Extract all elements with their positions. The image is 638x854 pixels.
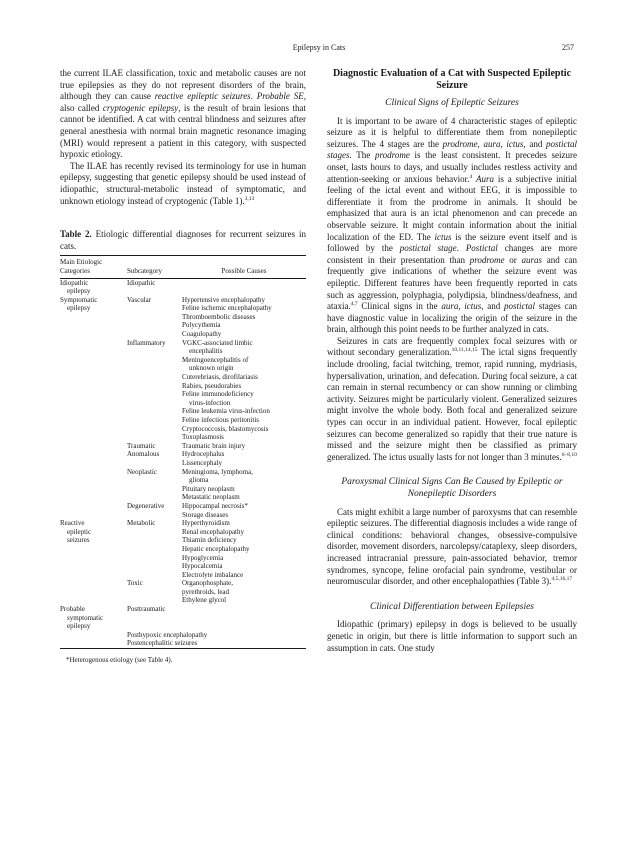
causes-cell-line: VGKC-associated limbic: [182, 338, 253, 347]
subcategory-cell: Posthypoxic encephalopathy: [127, 630, 208, 639]
paragraph-complex-focal: Seizures in cats are frequently complex focal seizures with or without secondary generalization.$^{10,11,14,15}$ The ictal signs frequently include drooling, facial twitching, tremor, rapid running, mydriasis, hypersalivation, urination, and defecation. During focal seizure, a cat can remain in sternal recumbency or can show running or climbing activity. Seizures might be particularly violent. Generalized seizures might involve the whole body. Both focal and generalized seizure types can occur in an individual patient. However, focal epileptic seizures can become generalized so rapidly that their true nature is missed and the seizure might then be classified as primary generalized. The ictus usually lasts for not longer than 3 minutes.$^{6-8,10}$: [327, 335, 577, 462]
causes-cell-line: Thiamin deficiency: [182, 536, 237, 545]
causes-cell-line: Hepatic encephalopathy: [182, 544, 250, 553]
causes-cell-line: Lissencephaly: [182, 458, 223, 467]
causes-cell-line: pyrethroids, lead: [182, 587, 230, 596]
causes-cell-line: virus-infection: [189, 398, 231, 407]
causes-cell-line: encephalitis: [189, 347, 223, 356]
category-cell-line: Probable: [60, 605, 85, 614]
subcategory-cell: Metabolic: [127, 519, 156, 528]
causes-cell: [182, 279, 306, 296]
causes-cell-line: Traumatic brain injury: [182, 441, 246, 450]
running-head-title: Epilepsy in Cats: [292, 43, 346, 52]
causes-cell: [182, 579, 306, 605]
table-row: [60, 639, 306, 648]
category-cell: [60, 519, 127, 579]
table-bottom-rule: [60, 648, 306, 649]
subcategory-cell: Neoplastic: [127, 467, 157, 476]
causes-cell-line: Electrolyte imbalance: [182, 570, 244, 579]
causes-cell-line: Hyperthyroidism: [182, 519, 230, 528]
category-cell: [60, 468, 127, 502]
causes-cell: [182, 339, 306, 442]
subheading-clinical-signs: Clinical Signs of Epileptic Seizures: [385, 98, 519, 108]
category-cell-line: symptomatic: [67, 613, 104, 622]
etiology-table: [60, 258, 306, 648]
table-row: [60, 279, 306, 296]
category-cell: [60, 639, 127, 648]
causes-cell-line: Hippocampal necrosis*: [182, 501, 248, 510]
table-row: [60, 296, 306, 339]
category-cell: [60, 605, 127, 631]
subcategory-cell: Postencephalitic seizures: [127, 639, 198, 648]
left-column: [60, 68, 306, 667]
category-cell-line: epilepsy: [67, 287, 91, 296]
table-caption: [60, 229, 306, 252]
right-column: [327, 68, 577, 654]
paragraph-paroxysms: Cats might exhibit a large number of paroxysms that can resemble epileptic seizures. The differential diagnosis includes a wide range of clinical conditions: behavioral changes, obsessive-compulsive disorder, movement disorders, narcolepsy/cataplexy, sleep disorders, increased intracranial pressure, pain-associated behavior, tremor syndromes, syncope, feline orofacial pain syndrome, vestibular or neuromuscular disorder, and other encephalopathies (Table 3).$^{4,5,16,17}$: [327, 506, 577, 587]
causes-cell: [182, 519, 306, 579]
category-cell: [60, 579, 127, 605]
causes-cell: [182, 468, 306, 502]
category-cell-line: epilepsy: [67, 622, 91, 631]
subcategory-cell: Vascular: [127, 295, 152, 304]
paragraph-idiopathic: Idiopathic (primary) epilepsy in dogs is believed to be usually genetic in origin, but there is little information to support such an assumption in cats. One study: [327, 619, 577, 653]
causes-cell-line: glioma: [189, 476, 209, 485]
category-cell: [60, 339, 127, 442]
causes-cell-line: Cuterebriasis, dirofilariasis: [182, 373, 258, 382]
causes-cell-line: Coagulopathy: [182, 330, 222, 339]
subheading-paroxysmal: Paroxysmal Clinical Signs Can Be Caused by Epileptic or Nonepileptic Disorders: [341, 477, 563, 499]
table-label: Table 2.: [60, 229, 92, 240]
causes-cell-line: Toxoplasmosis: [182, 433, 224, 442]
table-row: [60, 468, 306, 502]
table-row: [60, 442, 306, 451]
subheading-differentiation: Clinical Differentiation between Epilepsies: [369, 601, 535, 612]
subcategory-cell: Inflammatory: [127, 338, 166, 347]
causes-cell-line: unknown origin: [189, 364, 234, 373]
paragraph-stages: It is important to be aware of 4 characteristic stages of epileptic seizure as it is helpful to differentiate them from nonepileptic seizures. The 4 stages are the prodrome, aura, ictus, and postictal stages. The prodrome is the least consistent. It precedes seizure onset, lasts hours to days, and usually includes restless activity and attention-seeking or anxious behavior.$^4$ Aura is a subjective initial feeling of the ictal event and without EEG, it is impossible to differentiate it from the prodrome in animals. It should be emphasized that aura is an ictal phenomenon and can precede an observable seizure. It might contain information about the initial localization of the ED. The ictus is the seizure event itself and is followed by the postictal stage. Postictal changes are more consistent in their presentation than prodrome or auras and can frequently give indications of whether the seizure event was epileptic. Different features have been frequently reported in cats such as aggression, polyphagia, polydipsia, blindness/deafness, and ataxia.$^{4,7}$ Clinical signs in the aura, ictus, and postictal stages can have diagnostic value in localizing the origin of the seizure in the brain, although this point needs to be further analyzed in cats.: [327, 115, 578, 335]
category-cell-line: Symptomatic: [60, 295, 98, 304]
header-subcategory: Subcategory: [127, 266, 162, 275]
causes-cell-line: Hydrocephalus: [182, 450, 225, 459]
subcategory-cell: Anomalous: [127, 450, 160, 459]
category-cell: [60, 450, 127, 467]
causes-cell-line: Hypocalcemia: [182, 562, 223, 571]
category-cell-line: Reactive: [60, 519, 85, 528]
causes-cell-line: Thromboembolic diseases: [182, 312, 256, 321]
subcategory-cell: Idiopathic: [127, 278, 156, 287]
subcategory-cell: Traumatic: [127, 441, 156, 450]
causes-cell-line: Rabies, pseudorabies: [182, 381, 242, 390]
causes-cell: [182, 502, 306, 519]
category-cell-line: seizures: [67, 536, 90, 545]
category-cell: [60, 442, 127, 451]
header-main-category: Main Etiologic Categories: [60, 258, 103, 275]
causes-cell-line: Metastatic neoplasm: [182, 493, 240, 502]
causes-cell: [182, 450, 306, 467]
category-cell: [60, 631, 127, 640]
causes-cell-line: Storage diseases: [182, 510, 229, 519]
causes-cell: [182, 296, 306, 339]
category-cell-line: epileptic: [67, 527, 92, 536]
table-row: [60, 631, 306, 640]
subcategory-cell: Posttraumatic: [127, 605, 166, 614]
causes-cell-line: Meningioma, lymphoma,: [182, 467, 253, 476]
category-cell: [60, 279, 127, 296]
page-number: 257: [562, 43, 574, 52]
table-header-row: [60, 258, 306, 277]
causes-cell-line: Polycythemia: [182, 321, 221, 330]
paragraph-intro: the current ILAE classification, toxic and metabolic causes are not true epilepsies as they do not represent disorders of the brain, although they can cause reactive epileptic seizures. Probable SE, also called cryptogenic epilepsy, is the result of brain lesions that cannot be identified. A cat with central blindness and seizures after general anesthesia with normal brain magnetic resonance imaging (MRI) would represent a patient in this category, with suspected hypoxic etiology.: [60, 68, 306, 160]
causes-cell-line: Feline infectious peritonitis: [182, 416, 259, 424]
category-cell-line: epilepsy: [67, 304, 91, 313]
table-row: [60, 339, 306, 442]
table-body: [60, 279, 306, 649]
paragraph-ilae: The ILAE has recently revised its terminology for use in human epilepsy, suggesting that genetic epilepsy should be used instead of idiopathic, structural-metabolic instead of symptomatic, and unknown etiology instead of cryptogenic (Table 1).$^{3,13}$: [60, 160, 306, 206]
table-row: [60, 579, 306, 605]
table-top-rule: [60, 255, 306, 256]
causes-cell-line: Feline immunodeficiency: [182, 390, 254, 399]
table-row: [60, 519, 306, 579]
table-title: Etiologic differential diagnoses for recurrent seizures in cats.: [60, 229, 306, 251]
table-row: [60, 605, 306, 631]
subcategory-cell: Degenerative: [127, 501, 165, 510]
table-row: [60, 502, 306, 519]
header-possible-causes: Possible Causes: [221, 266, 267, 275]
causes-cell-line: Organophosphate,: [182, 579, 233, 588]
causes-cell-line: Pituitary neoplasm: [182, 484, 235, 493]
causes-cell-line: Hypoglycemia: [182, 553, 224, 562]
table-row: [60, 450, 306, 467]
table-footnote: *Heterogenous etiology (see Table 4).: [66, 656, 173, 665]
category-cell: [60, 296, 127, 339]
subcategory-cell: Toxic: [127, 579, 143, 588]
causes-cell-line: Ethylene glycol: [182, 596, 227, 605]
causes-cell-line: Feline leukemia virus-infection: [182, 407, 270, 416]
causes-cell: [182, 442, 306, 451]
causes-cell-line: Hypertensive encephalopathy: [182, 295, 265, 304]
causes-cell-line: Feline ischemic encephalopathy: [182, 304, 272, 313]
category-cell-line: Idiopathic: [60, 278, 89, 287]
causes-cell-line: Meningoencephalitis of: [182, 355, 249, 364]
running-head: [0, 41, 638, 55]
category-cell: [60, 502, 127, 519]
causes-cell-line: Cryptococcosis, blastomycosis: [182, 424, 269, 433]
causes-cell-line: Renal encephalopathy: [182, 527, 245, 536]
section-heading: Diagnostic Evaluation of a Cat with Suspected Epileptic Seizure: [332, 68, 572, 91]
